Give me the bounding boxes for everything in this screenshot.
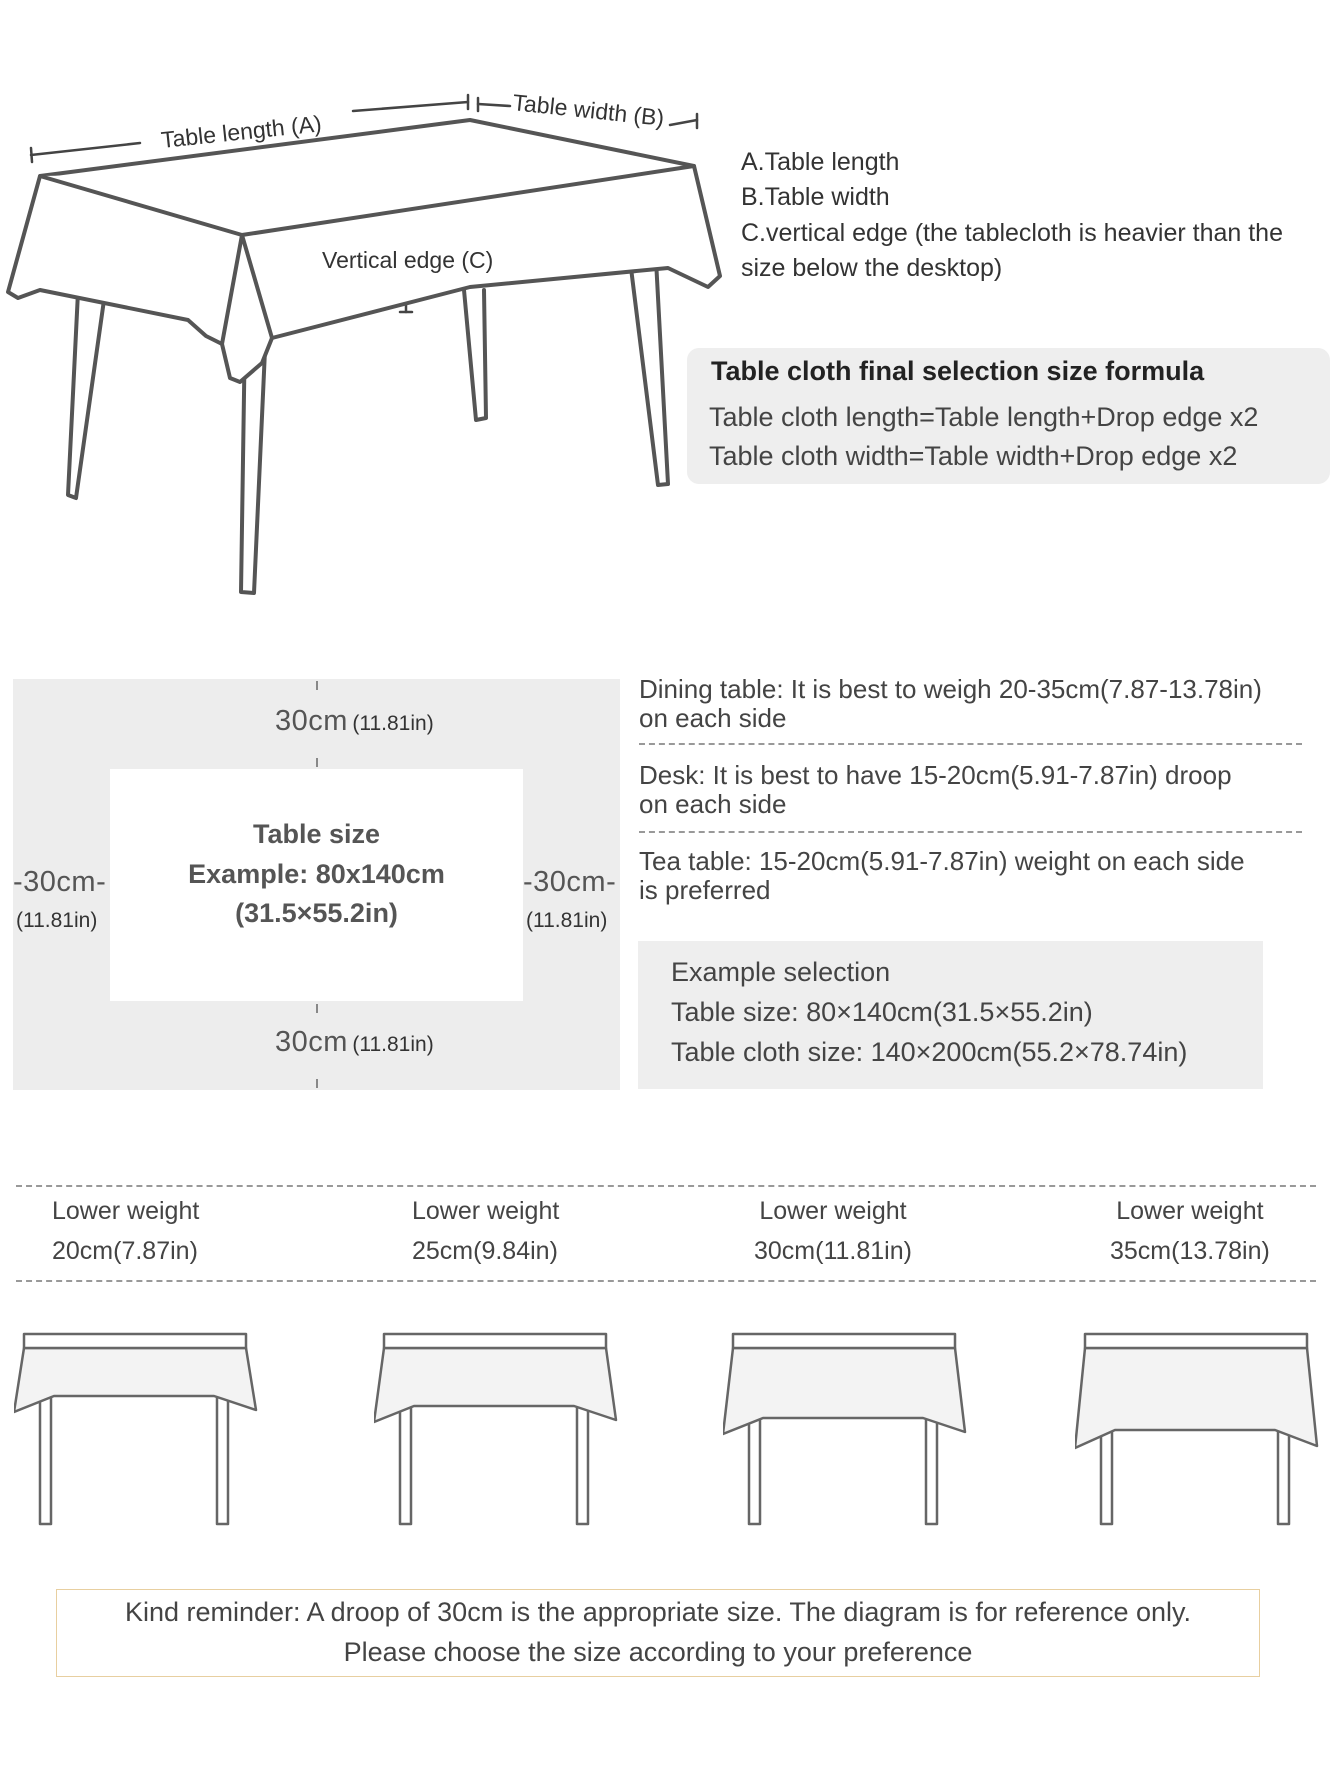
example-table-size: Table size: 80×140cm(31.5×55.2in) (671, 997, 1093, 1027)
weight-1 (52, 1191, 199, 1271)
tick-mark (316, 1079, 318, 1088)
tip-dining-line1: Dining table: It is best to weigh 20-35cm(7.87-13.78in) (639, 674, 1262, 704)
formula-box (687, 348, 1330, 484)
example-cloth-size: Table cloth size: 140×200cm(55.2×78.74in) (671, 1037, 1188, 1067)
formula-title: Table cloth final selection size formula (711, 356, 1205, 386)
table-size-example: Example: 80x140cm (188, 859, 445, 889)
top-drop-cm: 30cm (275, 705, 348, 737)
table-size-inches: (31.5×55.2in) (235, 898, 398, 928)
weight-2-value: 25cm(9.84in) (412, 1237, 558, 1265)
table-illustration (0, 80, 730, 610)
legend-c-line1: C.vertical edge (the tablecloth is heavier than the (741, 219, 1283, 247)
table-length-label: Table length (A) (159, 110, 323, 153)
legend-a: A.Table length (741, 148, 900, 176)
example-title: Example selection (671, 957, 891, 987)
tip-tea-line2: is preferred (639, 875, 771, 905)
left-drop-cm: -30cm- (13, 866, 107, 898)
size-diagram (13, 679, 620, 1090)
formula-length: Table cloth length=Table length+Drop edge x2 (709, 402, 1259, 432)
table-side-view-30cm (723, 1330, 969, 1540)
reminder-line2: Please choose the size according to your preference (343, 1637, 973, 1667)
top-drop-measure (275, 705, 434, 738)
tip-desk-line1: Desk: It is best to have 15-20cm(5.91-7.87in) droop (639, 760, 1232, 790)
kind-reminder-box (56, 1589, 1260, 1677)
weights-divider-bottom (16, 1280, 1316, 1282)
weight-1-label: Lower weight (52, 1197, 200, 1225)
weight-4-label: Lower weight (1116, 1197, 1264, 1225)
table-side-view-35cm (1075, 1330, 1321, 1540)
table-outline (8, 120, 720, 593)
vertical-edge-label: Vertical edge (C) (322, 247, 494, 273)
tip-divider (639, 831, 1302, 833)
weight-3-value: 30cm(11.81in) (754, 1237, 912, 1265)
tick-mark (316, 1004, 318, 1013)
table-size-area (110, 769, 523, 1001)
weights-divider-top (16, 1185, 1316, 1187)
table-side-view-25cm (374, 1330, 620, 1540)
bottom-drop-cm: 30cm (275, 1026, 348, 1058)
table-width-label: Table width (B) (511, 89, 666, 131)
example-selection-box (638, 941, 1263, 1089)
legend-c-line2: size below the desktop) (741, 254, 1003, 282)
legend-b: B.Table width (741, 183, 890, 211)
formula-width: Table cloth width=Table width+Drop edge x2 (709, 441, 1238, 471)
tip-tea-line1: Tea table: 15-20cm(5.91-7.87in) weight on each side (639, 846, 1245, 876)
weight-2 (412, 1191, 559, 1271)
weight-4 (1110, 1191, 1270, 1271)
table-side-view-20cm (14, 1330, 260, 1540)
table-size-title: Table size (252, 819, 381, 849)
weight-1-value: 20cm(7.87in) (52, 1237, 198, 1265)
left-drop-in: (11.81in) (16, 909, 98, 932)
tip-desk-line2: on each side (639, 789, 787, 819)
weight-2-label: Lower weight (412, 1197, 560, 1225)
reminder-line1: Kind reminder: A droop of 30cm is the appropriate size. The diagram is for reference only. (124, 1597, 1192, 1627)
tick-mark (316, 681, 318, 690)
tip-dining-line2: on each side (639, 703, 787, 733)
right-drop-cm: -30cm- (523, 866, 617, 898)
tick-mark (316, 758, 318, 767)
bottom-drop-in: (11.81in) (352, 1033, 434, 1056)
top-drop-in: (11.81in) (352, 712, 434, 735)
weight-4-value: 35cm(13.78in) (1110, 1237, 1270, 1265)
tip-divider (639, 743, 1302, 745)
bottom-drop-measure (275, 1026, 434, 1059)
weight-3-label: Lower weight (759, 1197, 907, 1225)
right-drop-in: (11.81in) (526, 909, 608, 932)
weight-3 (754, 1191, 912, 1271)
